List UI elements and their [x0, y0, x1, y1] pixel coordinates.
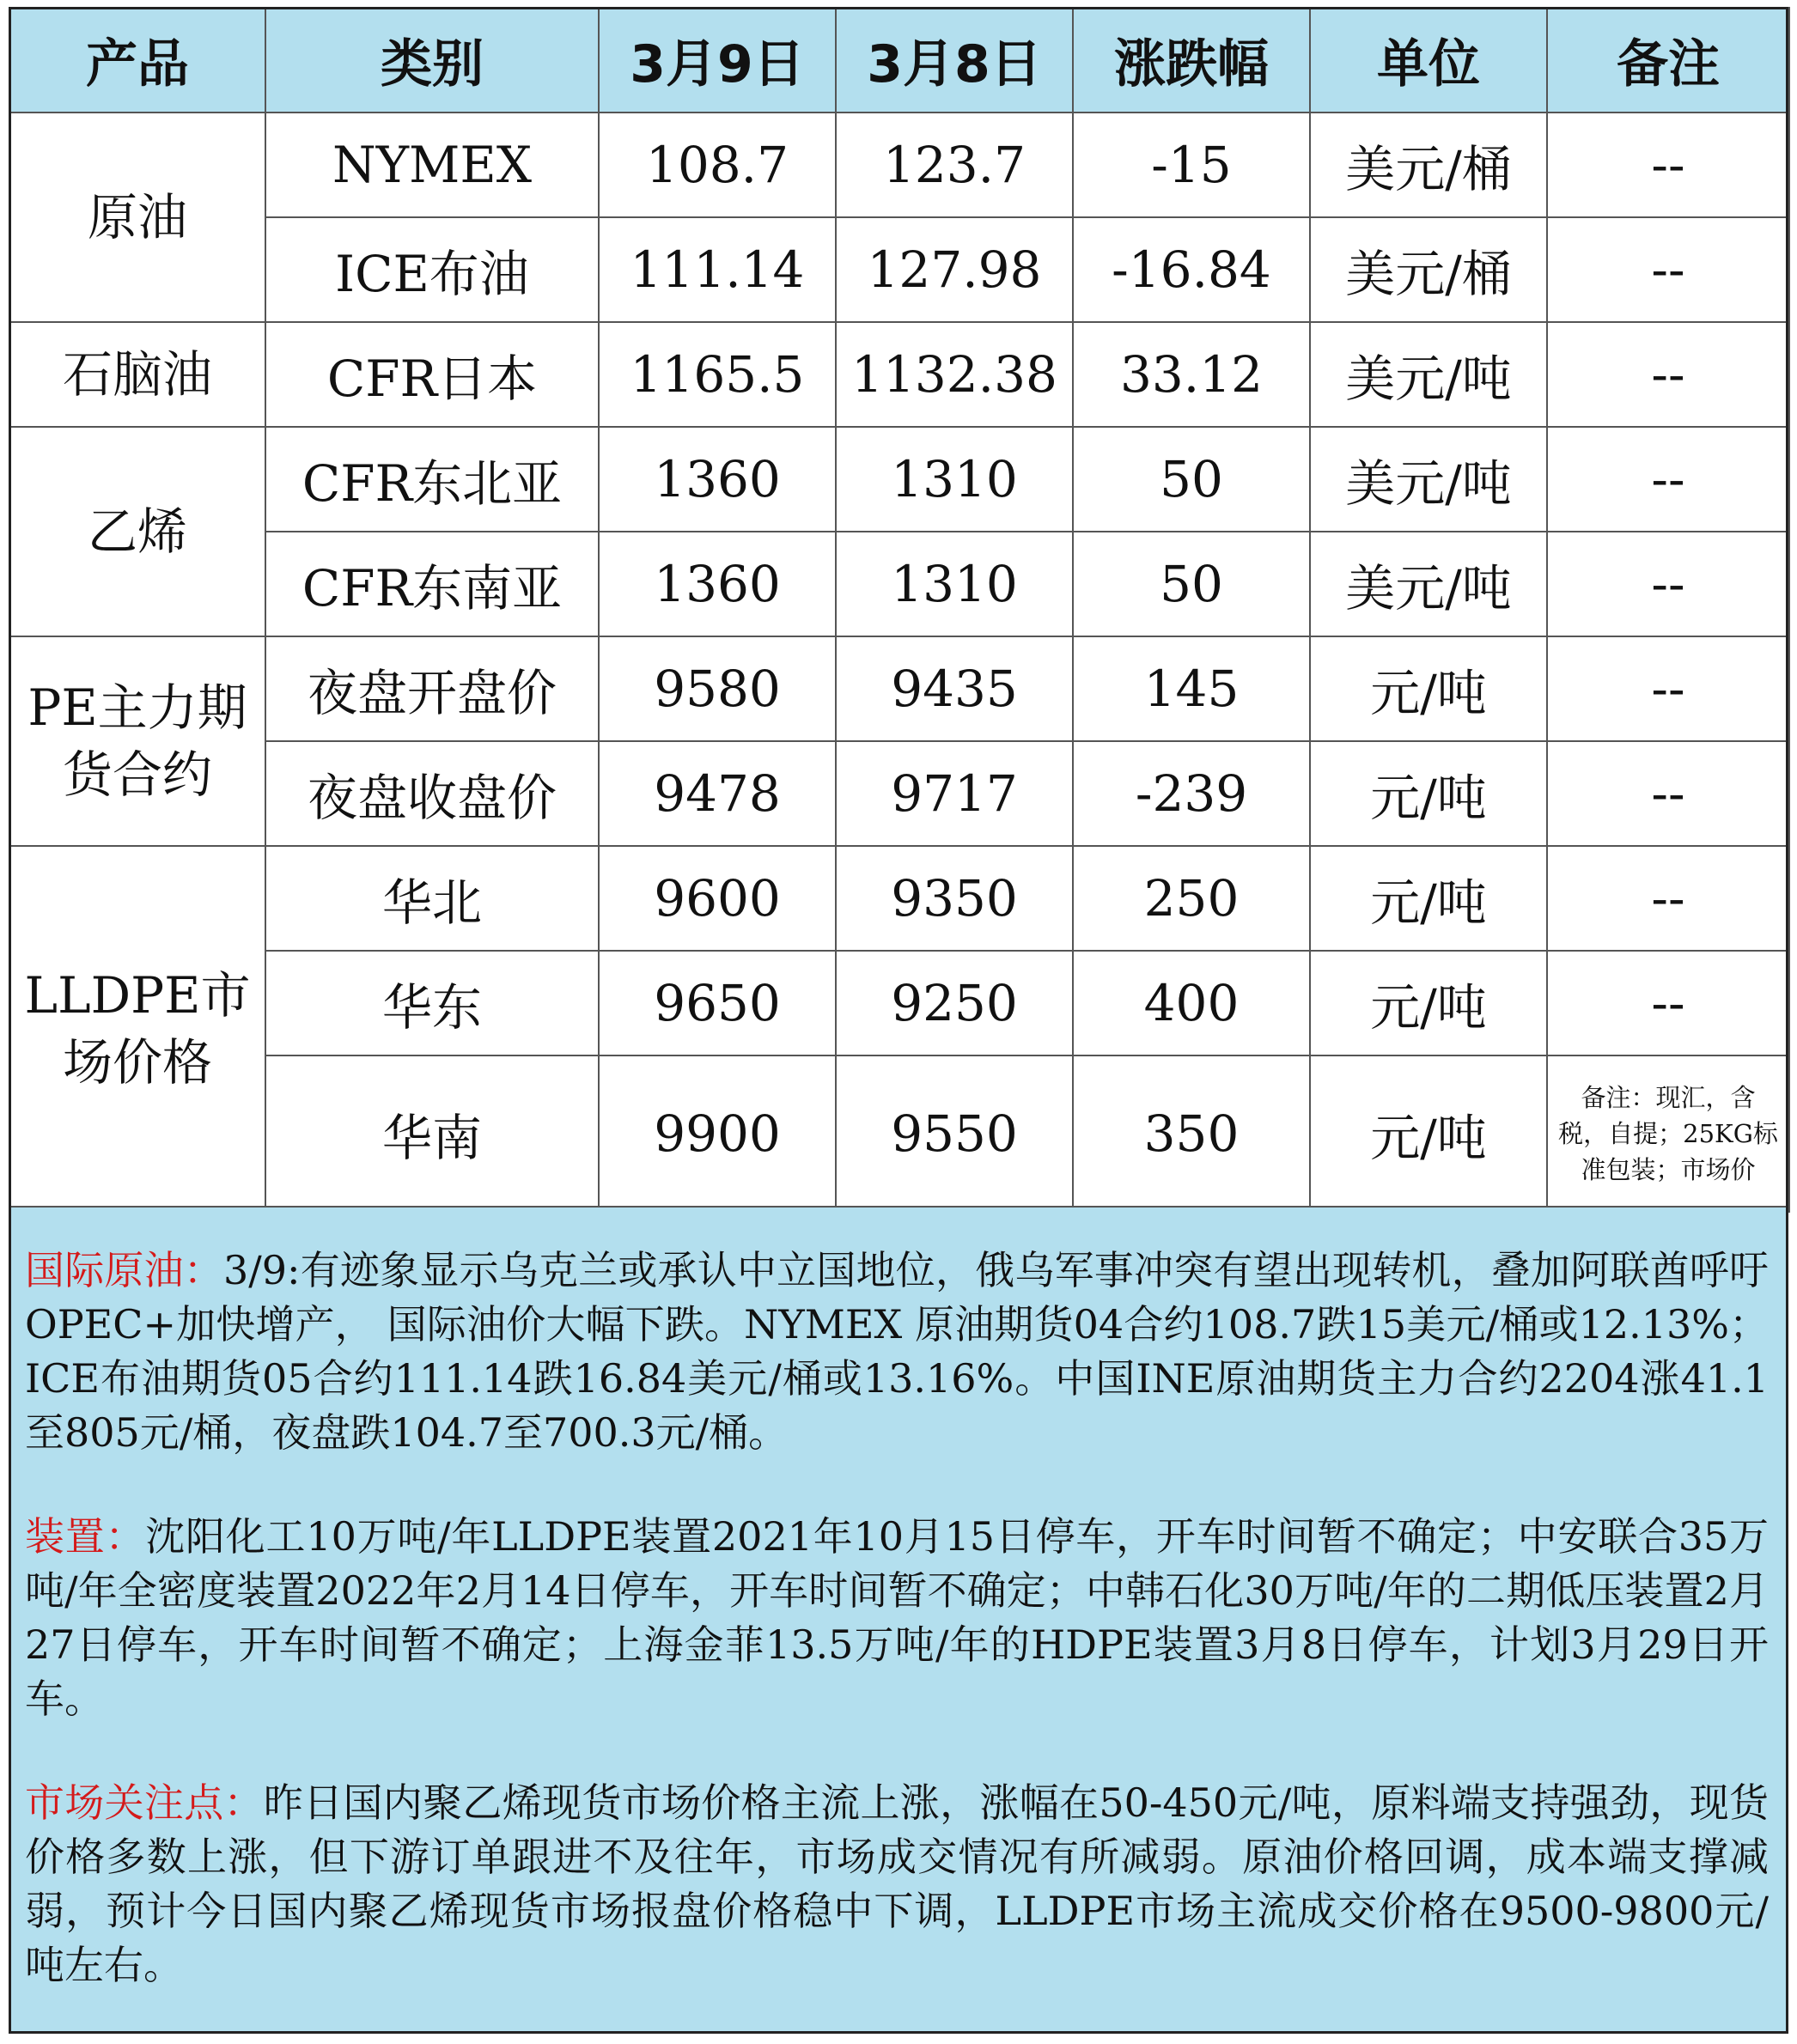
- remark-note-line: 税，自提；25KG标: [1558, 1118, 1778, 1148]
- category-cell: ICE布油: [265, 217, 599, 322]
- change-cell: 400: [1073, 951, 1310, 1055]
- date2-cell: 123.7: [836, 113, 1073, 217]
- date2-cell: 9435: [836, 636, 1073, 741]
- date2-cell: 1132.38: [836, 322, 1073, 427]
- unit-cell: 美元/吨: [1310, 427, 1547, 532]
- date2-cell: 1310: [836, 532, 1073, 636]
- category-cell: 夜盘开盘价: [265, 636, 599, 741]
- change-cell: 50: [1073, 532, 1310, 636]
- note-market-label: 市场关注点：: [25, 1779, 264, 1827]
- unit-cell: 元/吨: [1310, 951, 1547, 1055]
- unit-cell: 元/吨: [1310, 1055, 1547, 1212]
- note-device-label: 装置：: [25, 1513, 146, 1560]
- remark-cell: --: [1547, 636, 1789, 741]
- header-unit: 单位: [1310, 8, 1547, 113]
- date1-cell: 1165.5: [599, 322, 836, 427]
- unit-cell: 美元/桶: [1310, 113, 1547, 217]
- date1-cell: 1360: [599, 427, 836, 532]
- remark-cell: --: [1547, 532, 1789, 636]
- header-date-1: 3月9日: [599, 8, 836, 113]
- unit-cell: 元/吨: [1310, 741, 1547, 846]
- product-pe-line1: PE主力期: [27, 678, 247, 737]
- remark-note-line: 准包装；市场价: [1581, 1155, 1756, 1185]
- date1-cell: 1360: [599, 532, 836, 636]
- change-cell: 50: [1073, 427, 1310, 532]
- date2-cell: 9717: [836, 741, 1073, 846]
- remark-cell: --: [1547, 113, 1789, 217]
- date2-cell: 1310: [836, 427, 1073, 532]
- change-cell: -239: [1073, 741, 1310, 846]
- outer-frame: [9, 7, 1788, 2034]
- note-market-text: 昨日国内聚乙烯现货市场价格主流上涨，涨幅在50-450元/吨，原料端支持强劲，现货价格多数上涨，但下游订单跟进不及往年，市场成交情况有所减弱。原油价格回调，成本端支撑减弱，预计今日国内聚乙烯现货市场报盘价格稳中下调，LLDPE市场主流成交价格在9500-9800元/吨左右。: [25, 1779, 1770, 1989]
- remark-cell: --: [1547, 951, 1789, 1055]
- date1-cell: 9650: [599, 951, 836, 1055]
- change-cell: 33.12: [1073, 322, 1310, 427]
- product-crude: 原油: [9, 113, 265, 322]
- category-cell: NYMEX: [265, 113, 599, 217]
- date2-cell: 9350: [836, 846, 1073, 951]
- product-pe-line2: 货合约: [62, 745, 212, 804]
- change-cell: 350: [1073, 1055, 1310, 1212]
- category-cell: 华北: [265, 846, 599, 951]
- header-remark: 备注: [1547, 8, 1789, 113]
- date2-cell: 127.98: [836, 217, 1073, 322]
- header-product: 产品: [9, 8, 265, 113]
- remark-cell: --: [1547, 322, 1789, 427]
- change-cell: 250: [1073, 846, 1310, 951]
- change-cell: -16.84: [1073, 217, 1310, 322]
- category-cell: CFR东北亚: [265, 427, 599, 532]
- unit-cell: 美元/吨: [1310, 532, 1547, 636]
- date2-cell: 9550: [836, 1055, 1073, 1212]
- header-date-2: 3月8日: [836, 8, 1073, 113]
- category-cell: 夜盘收盘价: [265, 741, 599, 846]
- change-cell: 145: [1073, 636, 1310, 741]
- category-cell: CFR日本: [265, 322, 599, 427]
- date1-cell: 9900: [599, 1055, 836, 1212]
- unit-cell: 元/吨: [1310, 846, 1547, 951]
- date1-cell: 9600: [599, 846, 836, 951]
- note-crude-text: 3/9:有迹象显示乌克兰或承认中立国地位，俄乌军事冲突有望出现转机，叠加阿联酋呼吁OPEC+加快增产， 国际油价大幅下跌。NYMEX 原油期货04合约108.7跌15美元/桶或12.13%；ICE布油期货05合约111.14跌16.84美元/桶或13.16%。中国INE原油期货主力合约2204涨41.1至805元/桶，夜盘跌104.7至700.3元/桶。: [25, 1247, 1770, 1457]
- date1-cell: 9478: [599, 741, 836, 846]
- product-lldpe-line1: LLDPE市: [24, 965, 251, 1025]
- header-change: 涨跌幅: [1073, 8, 1310, 113]
- date2-cell: 9250: [836, 951, 1073, 1055]
- remark-cell: --: [1547, 846, 1789, 951]
- date1-cell: 9580: [599, 636, 836, 741]
- product-lldpe-line2: 场价格: [62, 1033, 212, 1092]
- unit-cell: 美元/桶: [1310, 217, 1547, 322]
- remark-cell: --: [1547, 427, 1789, 532]
- product-naphtha: 石脑油: [9, 322, 265, 427]
- unit-cell: 美元/吨: [1310, 322, 1547, 427]
- date1-cell: 108.7: [599, 113, 836, 217]
- note-crude-label: 国际原油：: [25, 1247, 224, 1293]
- remark-cell: --: [1547, 741, 1789, 846]
- note-device-text: 沈阳化工10万吨/年LLDPE装置2021年10月15日停车，开车时间暂不确定；中安联合35万吨/年全密度装置2022年2月14日停车，开车时间暂不确定；中韩石化30万吨/年的二期低压装置2月27日停车，开车时间暂不确定；上海金菲13.5万吨/年的HDPE装置3月8日停车，计划3月29日开车。: [25, 1513, 1770, 1723]
- category-cell: 华南: [265, 1055, 599, 1212]
- category-cell: CFR东南亚: [265, 532, 599, 636]
- unit-cell: 元/吨: [1310, 636, 1547, 741]
- remark-note-line: 备注：现汇，含: [1581, 1082, 1756, 1112]
- date1-cell: 111.14: [599, 217, 836, 322]
- product-ethylene: 乙烯: [9, 427, 265, 636]
- category-cell: 华东: [265, 951, 599, 1055]
- remark-cell: --: [1547, 217, 1789, 322]
- header-category: 类别: [265, 8, 599, 113]
- change-cell: -15: [1073, 113, 1310, 217]
